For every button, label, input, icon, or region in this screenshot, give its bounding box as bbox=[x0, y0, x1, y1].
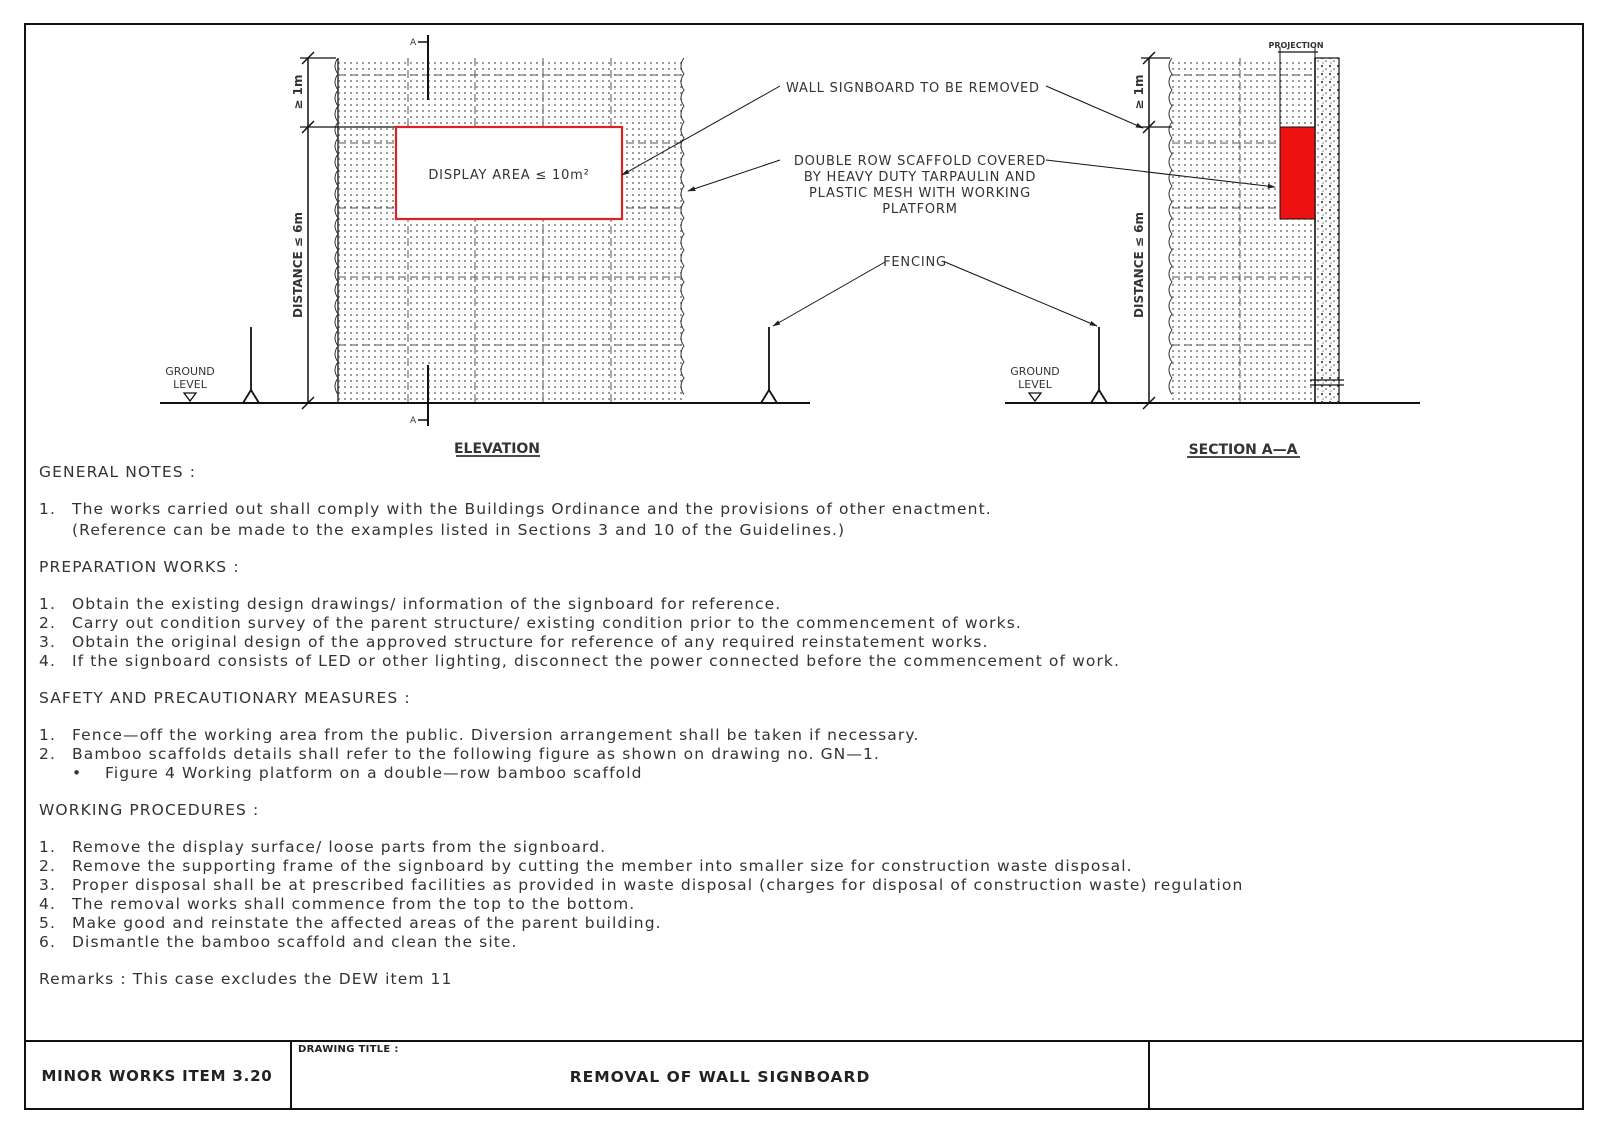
note-continuation: (Reference can be made to the examples listed in Sections 3 and 10 of the Guidelines.) bbox=[72, 521, 846, 539]
note-text: Fence—off the working area from the public. Diversion arrangement shall be taken if necessary. bbox=[72, 726, 920, 744]
note-num: 1. bbox=[39, 726, 56, 744]
note-text: Remove the display surface/ loose parts from the signboard. bbox=[72, 838, 607, 856]
ground-level-symbol bbox=[184, 393, 196, 401]
note-num: 4. bbox=[39, 652, 56, 670]
note-num: 2. bbox=[39, 745, 56, 763]
notes bbox=[39, 463, 1539, 989]
note-text: Proper disposal shall be at prescribed facilities as provided in waste disposal (charges for disposal of construction waste) regulation bbox=[72, 876, 1244, 894]
general-notes-heading: GENERAL NOTES : bbox=[39, 463, 197, 481]
note-num: 1. bbox=[39, 500, 56, 518]
fence-section bbox=[1091, 327, 1107, 403]
section-ground-label-1: GROUND bbox=[1010, 365, 1060, 378]
note-text: The removal works shall commence from the top to the bottom. bbox=[72, 895, 636, 913]
minor-works-item: MINOR WORKS ITEM 3.20 bbox=[24, 1042, 292, 1110]
note-num: 4. bbox=[39, 895, 56, 913]
preparation-heading: PREPARATION WORKS : bbox=[39, 558, 240, 576]
scaffold-section bbox=[1172, 58, 1315, 403]
safety-measures bbox=[39, 689, 1539, 783]
bullet-icon: • bbox=[72, 764, 83, 782]
preparation-works bbox=[39, 558, 1539, 671]
drawing-canvas bbox=[0, 0, 1600, 470]
general-notes bbox=[39, 463, 1539, 540]
section-view bbox=[1005, 41, 1420, 458]
note-text: Bamboo scaffolds details shall refer to the following figure as shown on drawing no. GN—1. bbox=[72, 745, 880, 763]
fence-right bbox=[761, 327, 777, 403]
note-num: 2. bbox=[39, 857, 56, 875]
note-text: Carry out condition survey of the parent structure/ existing condition prior to the commencement of works. bbox=[72, 614, 1022, 632]
drawing-title-label: DRAWING TITLE : bbox=[298, 1044, 399, 1055]
note-num: 1. bbox=[39, 838, 56, 856]
remarks: Remarks : This case excludes the DEW item 11 bbox=[39, 970, 453, 988]
drawing-title-cell bbox=[292, 1042, 1150, 1110]
display-area-label: DISPLAY AREA ≤ 10m² bbox=[428, 168, 590, 183]
note-text: Dismantle the bamboo scaffold and clean the site. bbox=[72, 933, 518, 951]
note-bullet-text: Figure 4 Working platform on a double—row bamboo scaffold bbox=[105, 764, 643, 782]
elevation-view bbox=[160, 35, 810, 457]
working-procedures bbox=[39, 801, 1539, 952]
note-text: Remove the supporting frame of the signboard by cutting the member into smaller size for construction waste disposal. bbox=[72, 857, 1133, 875]
callout-scaffold-2: BY HEAVY DUTY TARPAULIN AND bbox=[803, 170, 1037, 185]
procedures-heading: WORKING PROCEDURES : bbox=[39, 801, 260, 819]
callout-scaffold-1: DOUBLE ROW SCAFFOLD COVERED bbox=[793, 154, 1047, 169]
note-num: 5. bbox=[39, 914, 56, 932]
section-dim-main: DISTANCE ≤ 6m bbox=[1132, 212, 1146, 318]
callout-signboard: WALL SIGNBOARD TO BE REMOVED bbox=[786, 81, 1040, 96]
note-num: 6. bbox=[39, 933, 56, 951]
scaffold-elevation bbox=[338, 58, 684, 403]
wall-section bbox=[1315, 58, 1339, 403]
section-title: SECTION A—A bbox=[1188, 442, 1298, 458]
note-text: Obtain the existing design drawings/ information of the signboard for reference. bbox=[72, 595, 782, 613]
callout-scaffold-3: PLASTIC MESH WITH WORKING bbox=[809, 186, 1031, 201]
section-marker-bottom: A bbox=[410, 416, 417, 426]
signboard-section bbox=[1280, 127, 1315, 219]
note-num: 3. bbox=[39, 633, 56, 651]
note-text: The works carried out shall comply with the Buildings Ordinance and the provisions of other enactment. bbox=[72, 500, 992, 518]
title-block bbox=[24, 1040, 1584, 1110]
note-num: 2. bbox=[39, 614, 56, 632]
note-num: 3. bbox=[39, 876, 56, 894]
note-text: Make good and reinstate the affected areas of the parent building. bbox=[72, 914, 662, 932]
callout-fencing: FENCING bbox=[883, 255, 947, 270]
note-text: Obtain the original design of the approved structure for reference of any required reinstatement works. bbox=[72, 633, 989, 651]
dim-main-label: DISTANCE ≤ 6m bbox=[291, 212, 305, 318]
elevation-title: ELEVATION bbox=[453, 441, 541, 457]
ground-level-label-2: LEVEL bbox=[173, 378, 207, 391]
section-dim-top: ≥ 1m bbox=[1132, 74, 1146, 110]
callout-scaffold-4: PLATFORM bbox=[882, 202, 958, 217]
projection-label: PROJECTION bbox=[1268, 41, 1324, 50]
note-text: If the signboard consists of LED or other lighting, disconnect the power connected before the commencement of work. bbox=[72, 652, 1121, 670]
note-num: 1. bbox=[39, 595, 56, 613]
safety-heading: SAFETY AND PRECAUTIONARY MEASURES : bbox=[39, 689, 411, 707]
drawing-title: REMOVAL OF WALL SIGNBOARD bbox=[569, 1068, 871, 1086]
fence-left bbox=[243, 327, 259, 403]
ground-level-label-1: GROUND bbox=[165, 365, 215, 378]
dim-top-label: ≥ 1m bbox=[291, 74, 305, 110]
section-ground-label-2: LEVEL bbox=[1018, 378, 1052, 391]
section-marker-top: A bbox=[410, 38, 417, 48]
